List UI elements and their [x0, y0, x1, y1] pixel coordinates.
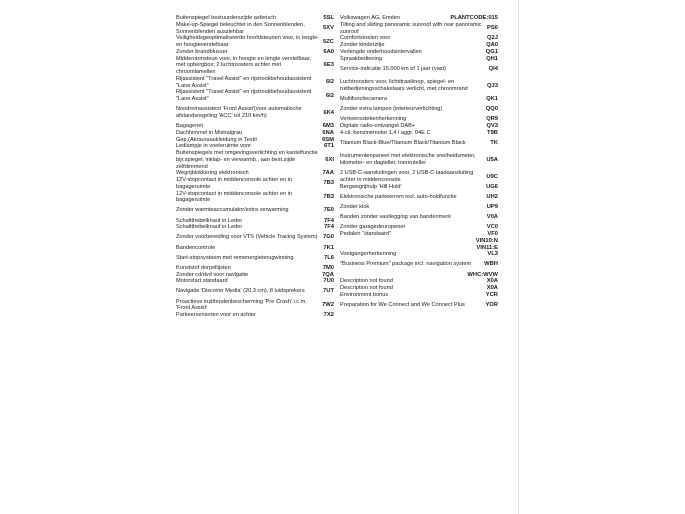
option-description: Zonder voorbereiding voor VTS (Vehicle Tracing System) — [176, 234, 318, 241]
option-row — [340, 22, 498, 36]
option-row — [176, 218, 334, 225]
option-row — [176, 103, 334, 123]
option-description: Proactieve inzittendenbescherming 'Pre Crash' i.c.m. 'Front Assist' — [176, 298, 307, 312]
option-code: 7AA — [322, 170, 334, 177]
option-row — [340, 224, 498, 231]
option-description: Zonder garagedeuropener — [340, 224, 406, 231]
option-row — [176, 265, 334, 272]
option-code: VIN11:E — [476, 244, 498, 251]
option-row — [340, 170, 498, 184]
option-row — [340, 204, 498, 211]
option-description: Environment bonus — [340, 291, 389, 298]
option-code: 7M0 — [322, 264, 334, 271]
option-row — [340, 49, 498, 56]
option-description: Rijassistent "Travel Assist" en rijstrookbehoudassistent "Lane Assist" — [176, 75, 312, 89]
option-code: PS6 — [487, 25, 498, 32]
option-description: Bergwegrijhulp 'Hill Hold' — [340, 183, 402, 190]
option-description: Wegrijblokkering elektronisch — [176, 170, 249, 177]
option-code: WBH — [484, 261, 498, 268]
option-description: Veiligheidsgeoptimaliseerde hoofdsteunen voor, in lengte- en hoogteverstelbaar — [176, 35, 320, 48]
option-row — [176, 231, 334, 245]
option-description: 12V-stopcontact in middenconsole achter en in bagageruimte — [176, 190, 292, 204]
option-code: 6I2 — [325, 92, 334, 99]
option-code: 6XI — [325, 156, 334, 163]
option-row — [176, 170, 334, 177]
option-code: 7X2 — [323, 312, 334, 318]
option-code: UG6 — [486, 183, 498, 190]
option-row — [176, 137, 334, 144]
option-row — [176, 15, 334, 22]
option-description: Voetgangerherkenning — [340, 251, 397, 258]
option-code: 7W2 — [322, 301, 334, 308]
option-row — [176, 177, 334, 191]
option-row — [176, 251, 334, 265]
option-description: Description not found — [340, 285, 393, 291]
option-description: Preparation for We Connect and We Connect Plus — [340, 301, 465, 308]
option-description: Service-indicatie 15.000 km of 1 jaar (vast) — [340, 65, 447, 72]
option-row — [176, 285, 334, 299]
options-column-right — [340, 15, 498, 312]
option-description: Pedalen "standaard" — [340, 231, 391, 237]
option-description: Titanium Black-Blue/Titanium Black/Titanium Black — [340, 139, 466, 146]
option-row — [176, 150, 334, 170]
option-row — [176, 49, 334, 56]
option-row — [340, 76, 498, 96]
option-code: 7L6 — [324, 254, 334, 261]
option-description: Buitenspiegels met omgevingsverlichting en kantelfunctie bijr.spiegel, inklap- en verwarmb., aan best.zijde zelfdimmend — [176, 150, 318, 170]
option-row — [176, 299, 334, 313]
option-description: 2 USB-C-aansluitingen voor, 2 USB-C-laadaansluiting achter in middenconsole — [340, 170, 474, 183]
option-code: Q2J — [487, 35, 498, 42]
option-code: U5A — [486, 156, 498, 163]
option-row — [340, 285, 498, 292]
option-code: UH2 — [486, 193, 498, 200]
option-description: Volkswagen AG, Emden — [340, 15, 401, 21]
option-code: 7K1 — [323, 244, 334, 251]
option-row — [340, 35, 498, 42]
option-description: Digitale radio-ontvangst DAB+ — [340, 123, 416, 129]
option-row — [176, 76, 334, 90]
option-description: Dachhimmel in Mistralgrau — [176, 129, 243, 136]
option-description: Verkeersstekenherkenning — [340, 116, 407, 123]
option-description: Motorstart standaard — [176, 278, 228, 285]
option-row — [340, 56, 498, 63]
option-row — [340, 15, 498, 22]
option-row — [176, 245, 334, 252]
option-row — [340, 231, 498, 238]
option-row — [340, 278, 498, 285]
option-code: QQ0 — [485, 106, 498, 113]
option-code: 6M3 — [322, 123, 334, 129]
option-code: 7F4 — [324, 217, 334, 224]
option-description: Schaltthebelknauf in Leder — [176, 217, 243, 224]
option-description: 4-cil. benzinemotor 1,4 l aggr. 04E.C — [340, 129, 431, 136]
page-edge-divider — [518, 0, 519, 514]
option-row — [340, 123, 498, 130]
option-description: Noodremassistent 'Front Assist'(voor automatische afstandsregeling 'ACC' tot 210 km/h) — [176, 106, 302, 119]
option-code: 6E3 — [323, 62, 334, 69]
option-row — [340, 292, 498, 299]
option-row — [340, 62, 498, 76]
option-code: 6K4 — [323, 109, 334, 116]
option-code: QK1 — [486, 96, 498, 102]
option-description: Tilting and sliding panoramic sunroof with rear panoramic sunroof — [340, 21, 482, 35]
option-row — [340, 211, 498, 225]
option-code: QH1 — [486, 55, 498, 62]
option-description: Schaltthebelknauf in Leder — [176, 224, 243, 231]
option-code: PLANTCODE:015 — [450, 15, 498, 21]
option-row — [176, 224, 334, 231]
option-code: WHC:WVW — [467, 271, 498, 278]
option-description: Navigatie 'Discover Media' (20,3 cm), 8 luidsprekers — [176, 288, 305, 295]
option-description: Buitenspiegel bestuurderszijde asferisch — [176, 15, 277, 21]
options-column-left — [176, 15, 334, 319]
option-description: Gep.(Akrauraaukleidung in Textil — [176, 136, 257, 143]
option-code: 6T1 — [324, 143, 334, 150]
option-row — [176, 143, 334, 150]
option-code: 7UT — [323, 288, 334, 295]
option-code: 7U0 — [323, 278, 334, 285]
option-row — [176, 22, 334, 36]
option-code: VL3 — [487, 251, 498, 258]
option-row — [176, 89, 334, 103]
option-description: Kunststof dorpellijsten — [176, 264, 231, 271]
option-description: Rijassistent "Travel Assist" en rijstrookbehoudassistent "Lane Assist" — [176, 89, 312, 102]
option-code: QG1 — [485, 48, 498, 55]
option-row — [176, 278, 334, 285]
option-description: Zonder kinderzitje — [340, 42, 385, 48]
option-code: UP9 — [486, 204, 498, 210]
option-row — [340, 137, 498, 151]
option-description: Zonder cd/dvd voor navigatie — [176, 271, 249, 278]
option-code: YOR — [485, 301, 498, 308]
option-row — [340, 130, 498, 137]
option-row — [340, 184, 498, 191]
option-description: Bandencontrole — [176, 244, 216, 251]
option-code: QV3 — [486, 123, 498, 129]
option-row — [340, 103, 498, 117]
option-row — [340, 258, 498, 272]
option-row — [340, 238, 498, 245]
option-description: Zonder brandblusser — [176, 48, 228, 55]
option-code: 7E0 — [323, 207, 334, 214]
option-description: Parkeersensoren voor en achter — [176, 312, 256, 318]
option-description: "Business Premium" package incl. navigation system — [340, 261, 472, 268]
option-description: Luchtroosters voor, lichtdraaiknop, spiegel- en ruitbedieningsschakelaars verlicht, met chroomrand — [340, 79, 468, 92]
option-row — [340, 245, 498, 252]
option-row — [340, 272, 498, 279]
option-row — [176, 204, 334, 218]
option-description: Elektronische parkeerrem incl. auto-holdfunctie — [340, 193, 457, 200]
option-code: VF0 — [487, 231, 498, 237]
option-code: 6SM — [322, 136, 334, 143]
option-description: Bagagenet — [176, 123, 204, 129]
option-code: V0A — [486, 214, 498, 221]
option-row — [176, 312, 334, 319]
option-code: QR9 — [486, 116, 498, 123]
option-code: 5ZC — [323, 38, 334, 45]
option-code: 6NA — [322, 129, 334, 136]
option-row — [340, 96, 498, 103]
option-row — [340, 251, 498, 258]
option-code: X0A — [486, 285, 498, 291]
option-code: 6A0 — [323, 48, 334, 55]
option-code: 7G0 — [323, 234, 334, 241]
option-description: Instrumentenpaneel met elektronische snelheidsmeter, kilometer- en dagteller, toerenteller — [340, 153, 476, 167]
option-code: X0A — [486, 278, 498, 285]
option-row — [340, 150, 498, 170]
option-row — [340, 299, 498, 313]
option-code: 7B3 — [323, 193, 334, 200]
option-code: 5SL — [323, 15, 334, 21]
option-code: VC0 — [486, 224, 498, 231]
option-row — [176, 130, 334, 137]
option-code: TK — [490, 139, 498, 146]
option-description: Zonder extra lampen (interieurverlichting) — [340, 106, 443, 113]
option-row — [176, 35, 334, 49]
option-description: Banden zonder vastlegging van bandenmerk — [340, 214, 452, 221]
option-code: QI4 — [488, 65, 498, 72]
option-description: Make-up-Spiegel beleuchtet in den Sonnenblenden, Sonnenblenden ausziehbar — [176, 21, 305, 35]
option-description: Zonder warmteaccumulator/extra verwarming — [176, 207, 289, 214]
option-row — [176, 123, 334, 130]
option-row — [340, 191, 498, 205]
option-code: 6I2 — [325, 79, 334, 86]
option-code: QA0 — [486, 42, 498, 48]
option-description: Ledlampje in voeteruimte voor — [176, 143, 251, 150]
option-description: 12V-stopcontact in middenconsole achter en in bagageruimte — [176, 177, 292, 190]
option-code: 7QA — [322, 271, 334, 278]
option-description: Description not found — [340, 278, 393, 285]
option-code: QJ3 — [487, 82, 498, 89]
option-description: Start-stopsysteem met remenergieterugwinning — [176, 254, 294, 261]
option-code: T9B — [487, 129, 498, 136]
option-code: 5XV — [323, 25, 334, 32]
option-description: Multifunctiecamera — [340, 96, 387, 102]
option-description: Spraakbediening — [340, 55, 382, 62]
option-code: 7B3 — [323, 180, 334, 187]
option-row — [176, 191, 334, 205]
option-description: Comfortstoelen voor — [340, 35, 391, 42]
option-code: YCR — [485, 291, 498, 298]
option-code: 7F4 — [324, 224, 334, 231]
option-description: Middenarmsteun voor, in hoogte en lengte verstelbaar, met opbergbox; 2 luchtroosters achter met chroomlamellen — [176, 55, 311, 75]
option-row — [340, 42, 498, 49]
option-code: U9C — [486, 173, 498, 180]
option-description: Verlengde onderhoudsintervallen — [340, 48, 422, 55]
option-code: VIN10:N — [475, 237, 498, 244]
option-row — [340, 116, 498, 123]
option-description: Zonder klok — [340, 204, 370, 210]
option-row — [176, 56, 334, 76]
option-row — [176, 272, 334, 279]
